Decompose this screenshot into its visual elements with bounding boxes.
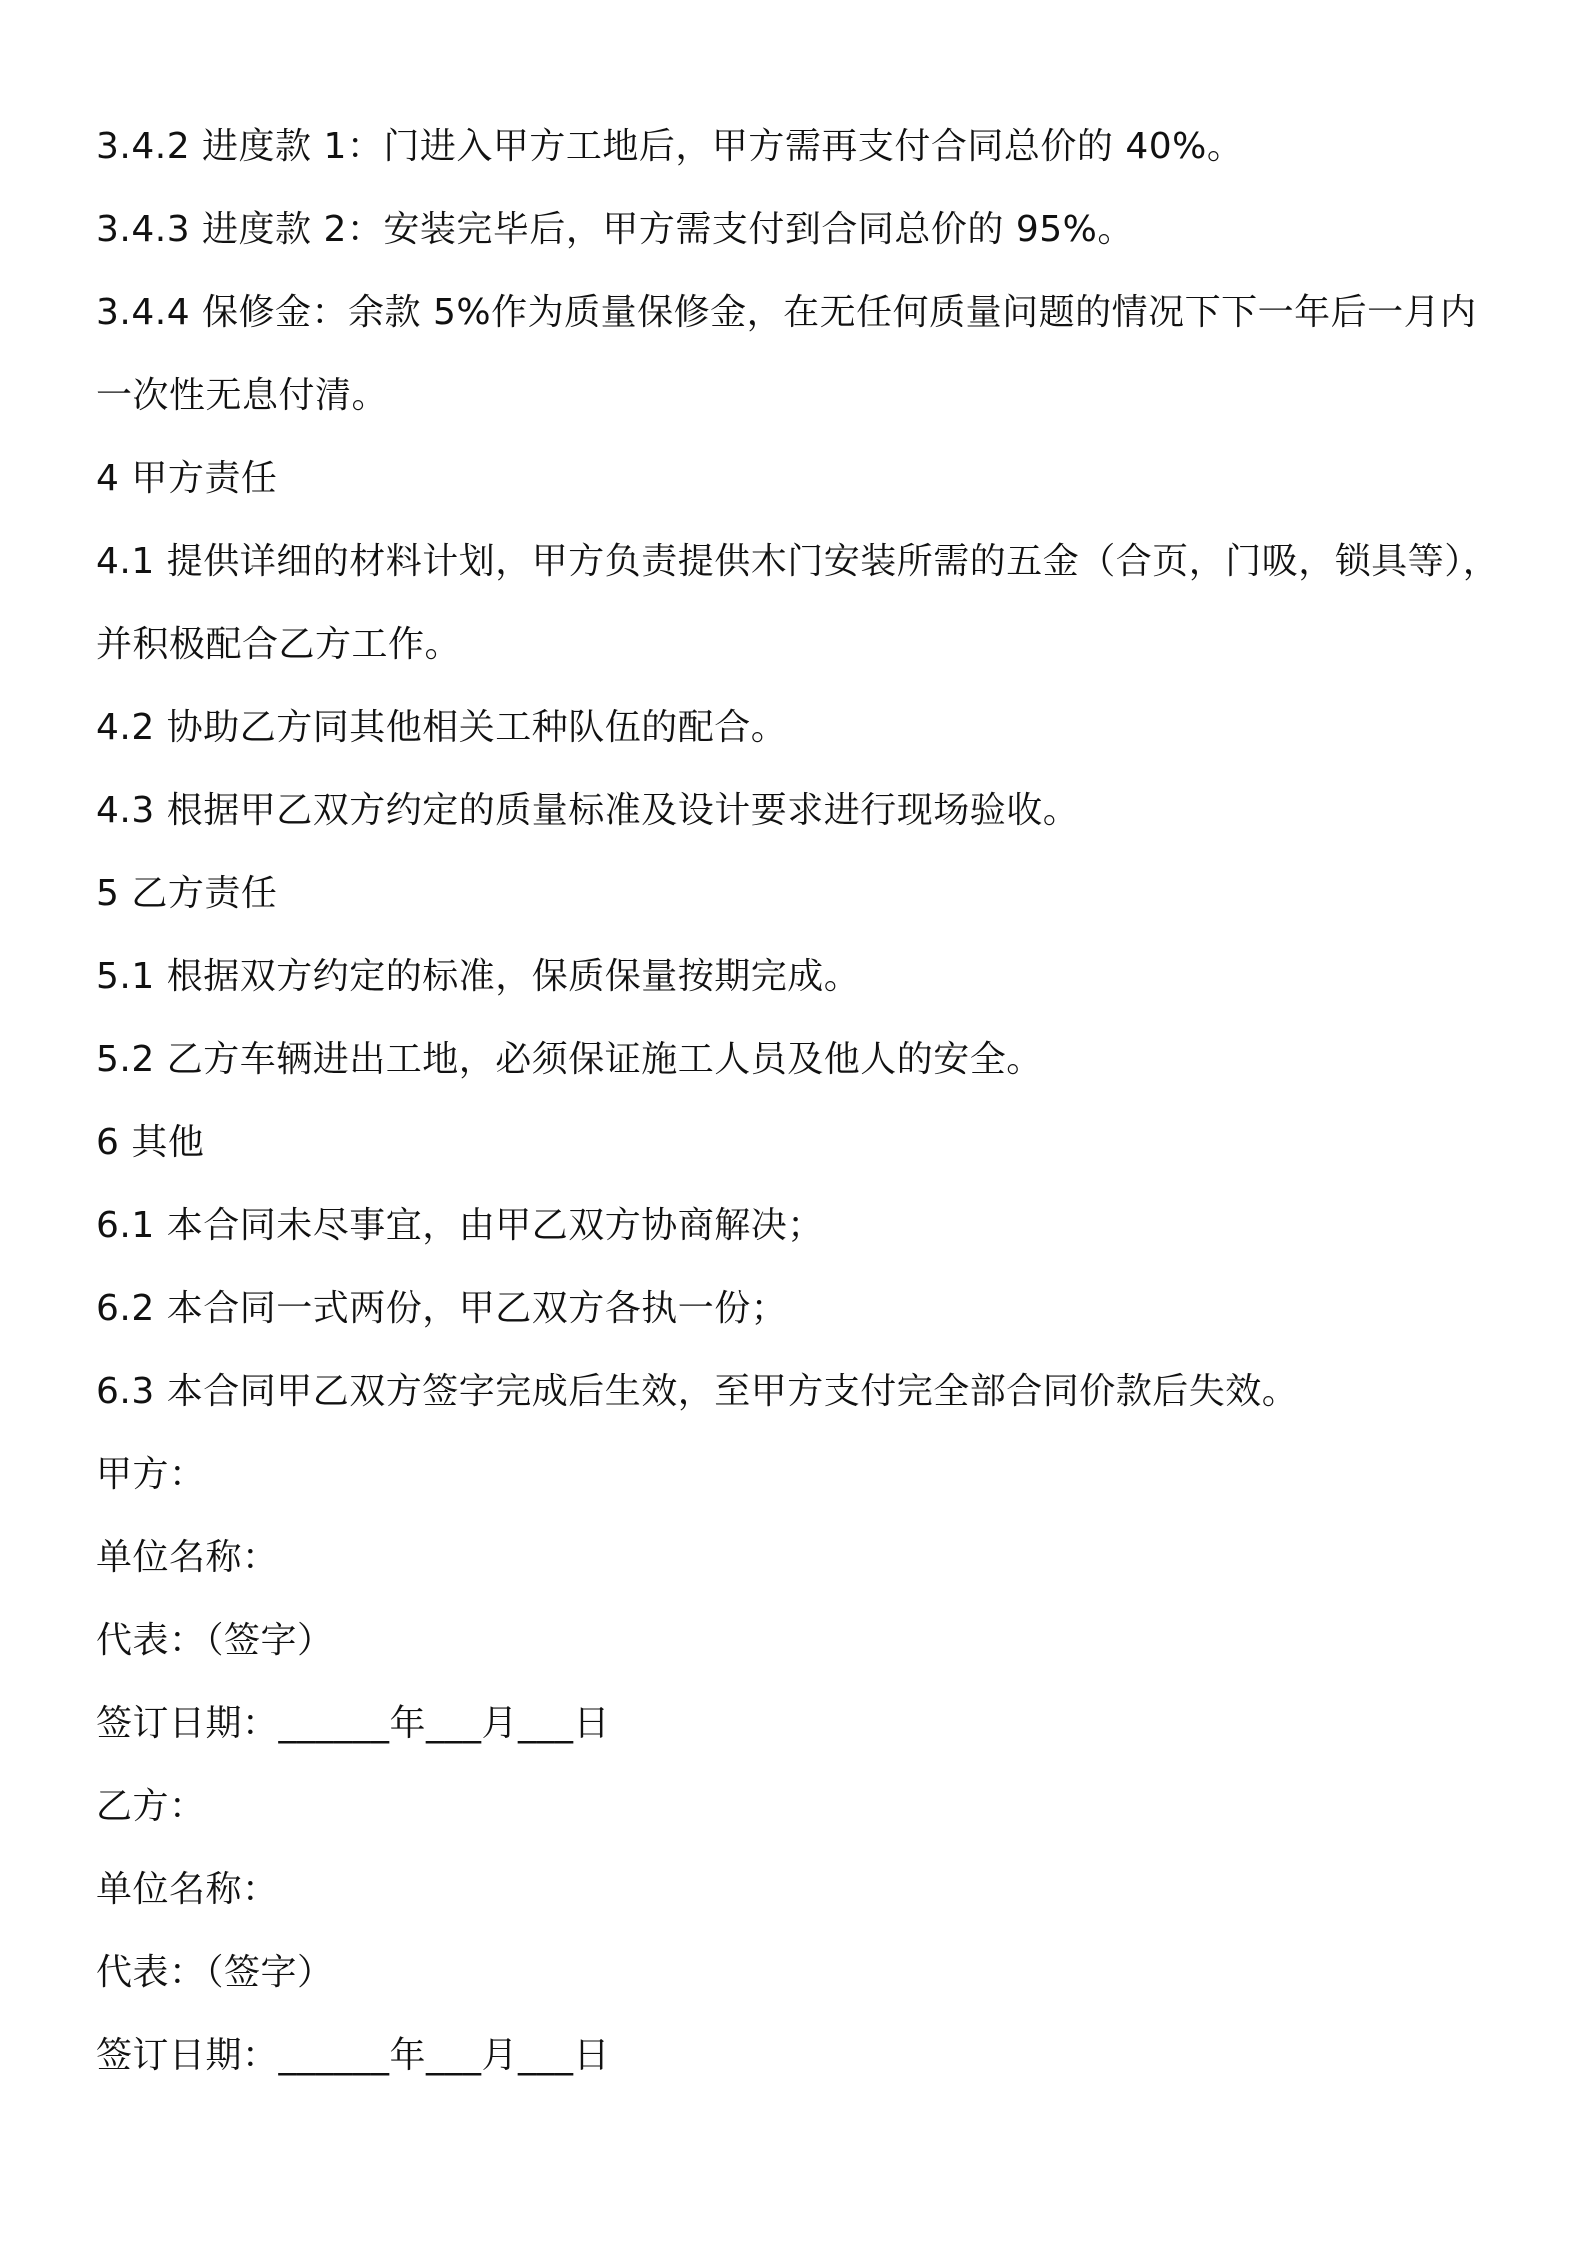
clause-6-3: 6.3 本合同甲乙双方签字完成后生效，至甲方支付完全部合同价款后失效。 bbox=[96, 1371, 1299, 1412]
party-b-company-name: 单位名称： bbox=[96, 1869, 279, 1910]
clause-5-1: 5.1 根据双方约定的标准，保质保量按期完成。 bbox=[96, 956, 861, 997]
section-5-heading: 5 乙方责任 bbox=[96, 873, 278, 914]
party-b-sign-date: 签订日期：______年___月___日 bbox=[96, 2035, 611, 2076]
party-a-representative: 代表：（签字） bbox=[96, 1620, 334, 1661]
document-body bbox=[96, 105, 1526, 2097]
clause-3-4-4: 3.4.4 保修金：余款 5%作为质量保修金，在无任何质量问题的情况下下一年后一月内 bbox=[96, 292, 1477, 333]
section-6-heading: 6 其他 bbox=[96, 1122, 205, 1163]
clause-3-4-2: 3.4.2 进度款 1：门进入甲方工地后，甲方需再支付合同总价的 40%。 bbox=[96, 126, 1244, 167]
clause-3-4-4-continued: 一次性无息付清。 bbox=[96, 375, 389, 416]
party-b-label: 乙方： bbox=[96, 1786, 206, 1827]
clause-4-3: 4.3 根据甲乙双方约定的质量标准及设计要求进行现场验收。 bbox=[96, 790, 1080, 831]
clause-4-1: 4.1 提供详细的材料计划，甲方负责提供木门安装所需的五金（合页，门吸，锁具等）， bbox=[96, 541, 1500, 582]
clause-6-1: 6.1 本合同未尽事宜，由甲乙双方协商解决； bbox=[96, 1205, 824, 1246]
section-4-heading: 4 甲方责任 bbox=[96, 458, 278, 499]
party-b-representative: 代表：（签字） bbox=[96, 1952, 334, 1993]
clause-6-2: 6.2 本合同一式两份，甲乙双方各执一份； bbox=[96, 1288, 788, 1329]
clause-3-4-3: 3.4.3 进度款 2：安装完毕后，甲方需支付到合同总价的 95%。 bbox=[96, 209, 1134, 250]
clause-5-2: 5.2 乙方车辆进出工地，必须保证施工人员及他人的安全。 bbox=[96, 1039, 1043, 1080]
party-a-sign-date: 签订日期：______年___月___日 bbox=[96, 1703, 611, 1744]
party-a-label: 甲方： bbox=[96, 1454, 206, 1495]
clause-4-2: 4.2 协助乙方同其他相关工种队伍的配合。 bbox=[96, 707, 788, 748]
party-a-company-name: 单位名称： bbox=[96, 1537, 279, 1578]
clause-4-1-continued: 并积极配合乙方工作。 bbox=[96, 624, 462, 665]
